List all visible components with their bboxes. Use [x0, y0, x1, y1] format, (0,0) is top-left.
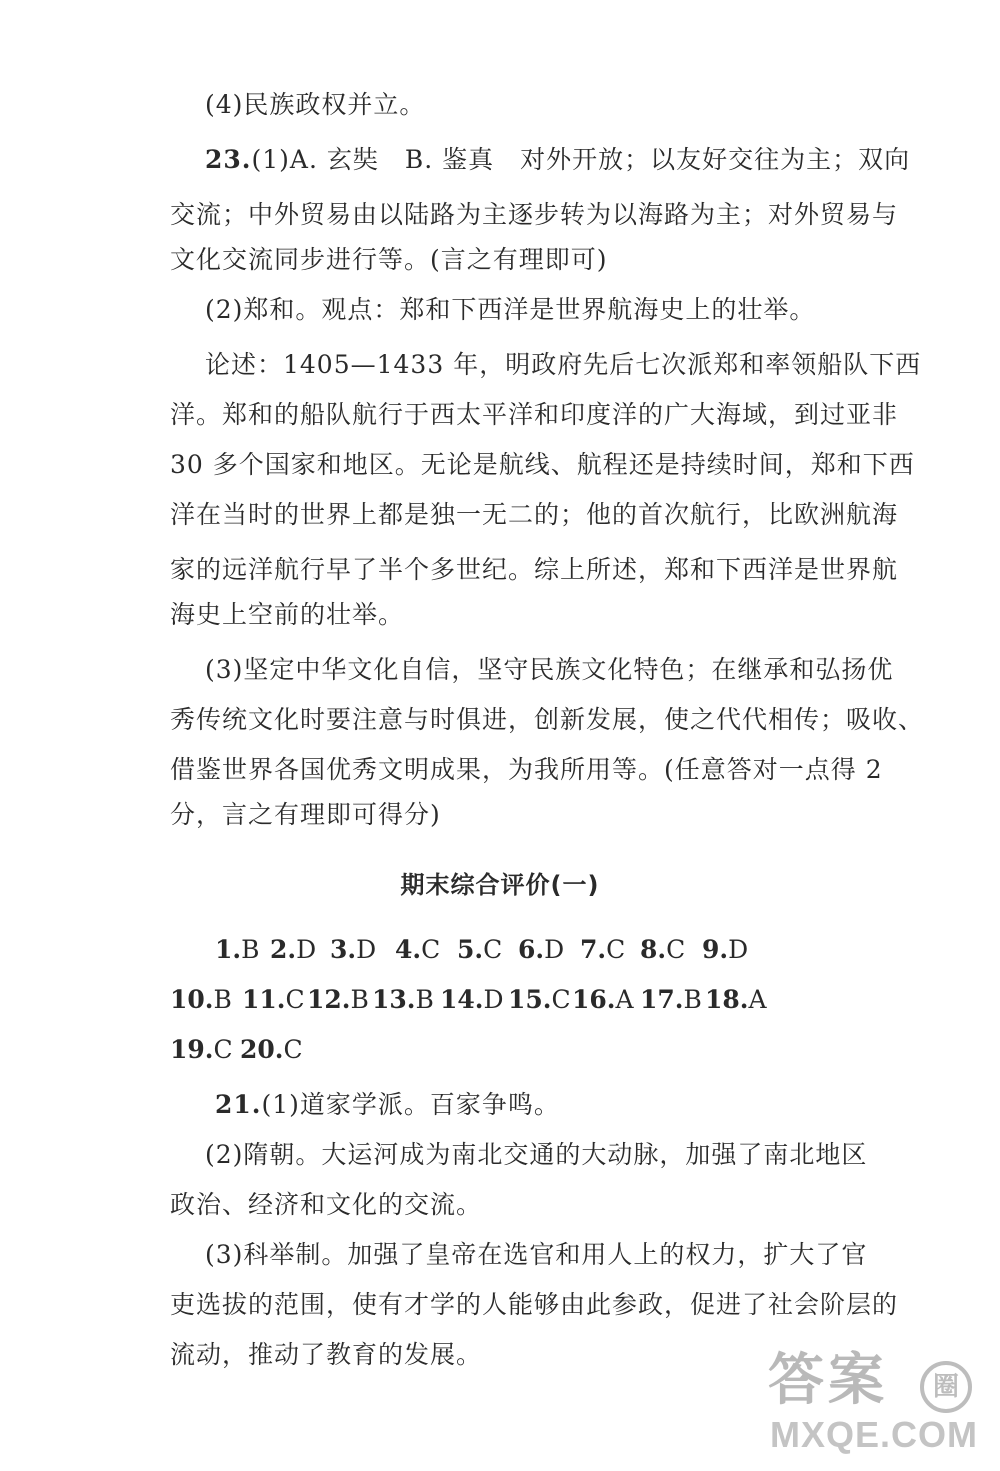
text-line: 吏选拔的范围，使有才学的人能够由此参政，促进了社会阶层的: [170, 1290, 899, 1319]
mc-answer: 4.C: [395, 935, 441, 964]
text-line: 论述：1405—1433 年，明政府先后七次派郑和率领船队下西: [205, 350, 922, 379]
site-watermark: [728, 1348, 978, 1461]
mc-answer: 14.D: [440, 985, 504, 1014]
mc-answer: 6.D: [518, 935, 565, 964]
mc-answer: 16.A: [572, 985, 634, 1014]
text-line: 交流；中外贸易由以陆路为主逐步转为以海路为主；对外贸易与: [170, 200, 899, 229]
text-line: 流动，推动了教育的发展。: [170, 1340, 483, 1369]
text-line: (1)道家学派。百家争鸣。: [261, 1090, 560, 1119]
text-line: (2)隋朝。大运河成为南北交通的大动脉，加强了南北地区: [205, 1140, 868, 1169]
section-title: 期末综合评价(一): [400, 871, 600, 899]
text-line: 分，言之有理即可得分): [170, 800, 441, 829]
question-21-line: [215, 1090, 560, 1120]
mc-answer: 9.D: [702, 935, 749, 964]
text-line: 借鉴世界各国优秀文明成果，为我所用等。(任意答对一点得 2: [170, 755, 883, 784]
mc-answer: 13.B: [372, 985, 434, 1014]
mc-answer: 19.C: [170, 1035, 233, 1064]
text-line: 秀传统文化时要注意与时俱进，创新发展，使之代代相传；吸收、: [170, 705, 925, 734]
mc-answer: 12.B: [307, 985, 369, 1014]
text-line: (3)科举制。加强了皇帝在选官和用人上的权力，扩大了官: [205, 1240, 868, 1269]
question-23-line: [205, 145, 910, 175]
watermark-url: MXQE.COM: [769, 1414, 978, 1455]
text-line: 洋。郑和的船队航行于西太平洋和印度洋的广大海域，到过亚非: [170, 400, 899, 429]
text-line: (3)坚定中华文化自信，坚守民族文化特色；在继承和弘扬优: [205, 655, 894, 684]
mc-answer: 7.C: [580, 935, 626, 964]
mc-answer: 20.C: [240, 1035, 303, 1064]
mc-answer: 18.A: [705, 985, 767, 1014]
watermark-badge-icon: 圈: [920, 1361, 972, 1413]
text-line: (2)郑和。观点：郑和下西洋是世界航海史上的壮举。: [205, 295, 816, 324]
mc-answer: 1.B: [215, 935, 260, 964]
text-line: (4)民族政权并立。: [205, 90, 426, 119]
question-number: 21.: [215, 1090, 262, 1119]
question-number: 23.: [205, 145, 252, 174]
mc-answer: 11.C: [242, 985, 305, 1014]
text-line: 文化交流同步进行等。(言之有理即可): [170, 245, 608, 274]
mc-answer: 5.C: [457, 935, 503, 964]
mc-answer: 2.D: [270, 935, 317, 964]
text-line: 政治、经济和文化的交流。: [170, 1190, 483, 1219]
text-line: (1)A. 玄奘 B. 鉴真 对外开放；以友好交往为主；双向: [251, 145, 911, 174]
mc-answer: 3.D: [330, 935, 377, 964]
text-line: 洋在当时的世界上都是独一无二的；他的首次航行，比欧洲航海: [170, 500, 899, 529]
mc-answer: 17.B: [640, 985, 702, 1014]
text-line: 海史上空前的壮举。: [170, 600, 405, 629]
mc-answer: 15.C: [508, 985, 571, 1014]
watermark-main-text: 答案: [768, 1348, 888, 1413]
mc-answer: 8.C: [640, 935, 686, 964]
text-line: 30 多个国家和地区。无论是航线、航程还是持续时间，郑和下西: [170, 450, 915, 479]
mc-answer: 10.B: [170, 985, 232, 1014]
text-line: 家的远洋航行早了半个多世纪。综上所述，郑和下西洋是世界航: [170, 555, 899, 584]
